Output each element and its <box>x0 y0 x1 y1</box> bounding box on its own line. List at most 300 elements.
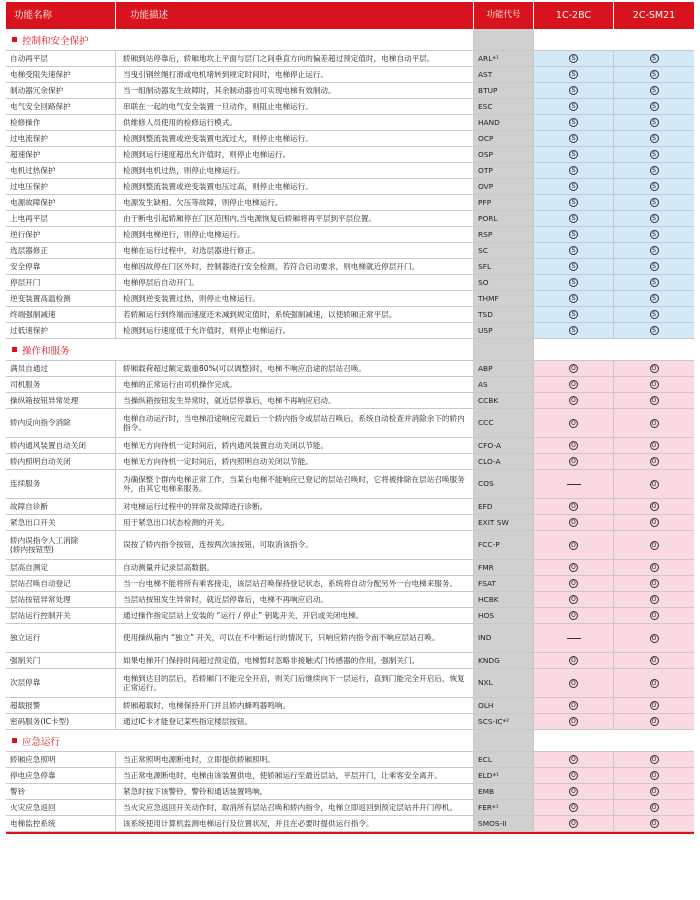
standard-mark: S <box>650 246 659 255</box>
section-col-spacer <box>534 730 694 751</box>
feature-name: 上电再平层 <box>6 211 116 227</box>
table-row <box>6 409 694 438</box>
feature-code: ARL*¹ <box>474 51 534 67</box>
table-header <box>6 2 694 29</box>
optional-mark: O <box>569 396 578 405</box>
feature-name: 逆行保护 <box>6 227 116 243</box>
model-1c-2bc-cell <box>534 323 614 339</box>
feature-description: 该系统使用计算机监测电梯运行及位置状况，并且在必要时提供运行指令。 <box>116 816 474 832</box>
standard-mark: S <box>650 134 659 143</box>
feature-name: 连续服务 <box>6 470 116 499</box>
feature-code: OLH <box>474 698 534 714</box>
feature-description: 检测到运行速度低于允许值时，则停止电梯运行。 <box>116 323 474 339</box>
feature-code: SCS-IC*² <box>474 714 534 730</box>
model-1c-2bc-cell <box>534 768 614 784</box>
feature-description: 电梯到达目的层后，若轿厢门不能完全开启，则关门后继续向下一层运行，直到门能完全开启后，恢复正常运行。 <box>116 669 474 698</box>
standard-mark: S <box>650 150 659 159</box>
feature-code: BTUP <box>474 83 534 99</box>
model-1c-2bc-cell <box>534 211 614 227</box>
model-2c-sm21-cell <box>614 576 694 592</box>
feature-code: HCBK <box>474 592 534 608</box>
optional-mark: O <box>569 502 578 511</box>
table-row <box>6 361 694 377</box>
table-row <box>6 438 694 454</box>
feature-description: 由于断电引起轿厢停在门区范围内,当电源恢复后轿厢将再平层到平层位置。 <box>116 211 474 227</box>
standard-mark: S <box>569 182 578 191</box>
model-1c-2bc-cell <box>534 377 614 393</box>
feature-name: 密码服务(IC卡型) <box>6 714 116 730</box>
optional-mark: O <box>569 541 578 550</box>
feature-code: FSAT <box>474 576 534 592</box>
section-code-spacer <box>474 730 534 751</box>
model-2c-sm21-cell <box>614 560 694 576</box>
section-col-spacer <box>534 339 694 360</box>
standard-mark: S <box>650 262 659 271</box>
feature-description: 当曳引钢丝绳打滑或电机堵转到规定时间时，电梯停止运行。 <box>116 67 474 83</box>
feature-code: PFP <box>474 195 534 211</box>
header-name: 功能名称 <box>6 2 116 29</box>
feature-code: EFD <box>474 499 534 515</box>
feature-description: 电梯因故停在门区外时，控制器进行安全检测，若符合启动要求，则电梯就近停层开门。 <box>116 259 474 275</box>
optional-mark: O <box>650 771 659 780</box>
feature-code: ABP <box>474 361 534 377</box>
standard-mark: S <box>569 70 578 79</box>
model-1c-2bc-cell <box>534 454 614 470</box>
not-available-dash <box>567 484 581 485</box>
model-2c-sm21-cell <box>614 393 694 409</box>
square-bullet-icon <box>12 347 17 352</box>
feature-code: OVP <box>474 179 534 195</box>
header-2c-sm21: 2C-SM21 <box>614 2 694 29</box>
feature-code: IND <box>474 624 534 653</box>
optional-mark: O <box>650 579 659 588</box>
feature-code: AS <box>474 377 534 393</box>
feature-description: 串联在一起的电气安全装置一旦动作，则阻止电梯运行。 <box>116 99 474 115</box>
table-body <box>6 29 694 832</box>
feature-description: 轿厢超载时，电梯保持开门并且轿内蜂鸣器鸣响。 <box>116 698 474 714</box>
table-row <box>6 211 694 227</box>
header-code: 功能代号 <box>474 2 534 29</box>
model-2c-sm21-cell <box>614 195 694 211</box>
standard-mark: S <box>650 118 659 127</box>
table-row <box>6 163 694 179</box>
feature-name: 操纵箱按钮异常处理 <box>6 393 116 409</box>
table-row <box>6 515 694 531</box>
model-2c-sm21-cell <box>614 291 694 307</box>
model-2c-sm21-cell <box>614 179 694 195</box>
feature-code: FMR <box>474 560 534 576</box>
table-row <box>6 560 694 576</box>
table-row <box>6 653 694 669</box>
feature-name: 电梯监控系统 <box>6 816 116 832</box>
feature-name: 自动再平层 <box>6 51 116 67</box>
feature-description: 为确保整个群内电梯正常工作，当某台电梯不能响应已登记的层站召唤时，它将被排除在层站召唤服务外，由其它电梯来服务。 <box>116 470 474 499</box>
model-1c-2bc-cell <box>534 243 614 259</box>
model-2c-sm21-cell <box>614 115 694 131</box>
feature-name: 停电应急停靠 <box>6 768 116 784</box>
model-1c-2bc-cell <box>534 195 614 211</box>
model-2c-sm21-cell <box>614 409 694 438</box>
optional-mark: O <box>650 419 659 428</box>
standard-mark: S <box>650 86 659 95</box>
section-title-text: 操作和服务 <box>22 345 70 357</box>
feature-name: 层站按钮异常处理 <box>6 592 116 608</box>
feature-description: 电梯无方向待机一定时间后，轿内照明自动关闭以节能。 <box>116 454 474 470</box>
feature-code: THMF <box>474 291 534 307</box>
standard-mark: S <box>569 262 578 271</box>
feature-code: OTP <box>474 163 534 179</box>
model-2c-sm21-cell <box>614 361 694 377</box>
feature-name: 停层开门 <box>6 275 116 291</box>
table-row <box>6 393 694 409</box>
model-1c-2bc-cell <box>534 83 614 99</box>
feature-code: OSP <box>474 147 534 163</box>
feature-code: PORL <box>474 211 534 227</box>
feature-description: 误按了轿内指令按钮，连按两次该按钮，可取消该指令。 <box>116 531 474 560</box>
model-2c-sm21-cell <box>614 768 694 784</box>
table-row <box>6 576 694 592</box>
optional-mark: O <box>650 364 659 373</box>
model-1c-2bc-cell <box>534 179 614 195</box>
model-1c-2bc-cell <box>534 51 614 67</box>
model-2c-sm21-cell <box>614 816 694 832</box>
model-2c-sm21-cell <box>614 515 694 531</box>
feature-code: SO <box>474 275 534 291</box>
section-col-spacer <box>534 29 694 50</box>
feature-name: 电气安全回路保护 <box>6 99 116 115</box>
feature-description: 当正常电源断电时，电梯由该装置供电，使轿厢运行至最近层站，平层开门，让乘客安全离开。 <box>116 768 474 784</box>
model-1c-2bc-cell <box>534 784 614 800</box>
optional-mark: O <box>650 701 659 710</box>
square-bullet-icon <box>12 37 17 42</box>
section-header <box>6 29 694 51</box>
square-bullet-icon <box>12 738 17 743</box>
header-1c-2bc: 1C-2BC <box>534 2 614 29</box>
section-header <box>6 730 694 752</box>
feature-code: CFO-A <box>474 438 534 454</box>
feature-description: 当火灾应急返回开关动作时，取消所有层站召唤和轿内指令，电梯立即返回到预定层站并开门停机。 <box>116 800 474 816</box>
model-2c-sm21-cell <box>614 454 694 470</box>
feature-name: 制动器冗余保护 <box>6 83 116 99</box>
optional-mark: O <box>650 457 659 466</box>
optional-mark: O <box>569 380 578 389</box>
optional-mark: O <box>569 803 578 812</box>
optional-mark: O <box>650 480 659 489</box>
standard-mark: S <box>650 70 659 79</box>
model-2c-sm21-cell <box>614 531 694 560</box>
section-code-spacer <box>474 339 534 360</box>
standard-mark: S <box>569 294 578 303</box>
table-row <box>6 131 694 147</box>
model-2c-sm21-cell <box>614 669 694 698</box>
standard-mark: S <box>650 278 659 287</box>
table-row <box>6 608 694 624</box>
feature-name: 次层停靠 <box>6 669 116 698</box>
model-2c-sm21-cell <box>614 608 694 624</box>
model-2c-sm21-cell <box>614 211 694 227</box>
feature-name: 火灾应急返回 <box>6 800 116 816</box>
feature-code: ELD*¹ <box>474 768 534 784</box>
feature-name: 警铃 <box>6 784 116 800</box>
feature-description: 当正常照明电源断电时，立即提供轿厢照明。 <box>116 752 474 768</box>
feature-code: CLO-A <box>474 454 534 470</box>
model-1c-2bc-cell <box>534 131 614 147</box>
optional-mark: O <box>569 819 578 828</box>
bottom-rule <box>6 832 694 834</box>
table-row <box>6 624 694 653</box>
model-1c-2bc-cell <box>534 624 614 653</box>
model-2c-sm21-cell <box>614 592 694 608</box>
table-row <box>6 307 694 323</box>
table-row <box>6 800 694 816</box>
feature-table <box>6 2 694 834</box>
feature-code: KNDG <box>474 653 534 669</box>
feature-name: 故障自诊断 <box>6 499 116 515</box>
model-2c-sm21-cell <box>614 800 694 816</box>
model-1c-2bc-cell <box>534 307 614 323</box>
table-row <box>6 243 694 259</box>
feature-description: 如果电梯开门保持时间超过预定值，电梯暂时忽略非接触式门传感器的作用，强制关门。 <box>116 653 474 669</box>
table-row <box>6 714 694 730</box>
standard-mark: S <box>569 198 578 207</box>
feature-code: ESC <box>474 99 534 115</box>
table-row <box>6 698 694 714</box>
model-2c-sm21-cell <box>614 163 694 179</box>
feature-name: 独立运行 <box>6 624 116 653</box>
feature-code: ECL <box>474 752 534 768</box>
model-2c-sm21-cell <box>614 653 694 669</box>
optional-mark: O <box>569 595 578 604</box>
model-1c-2bc-cell <box>534 291 614 307</box>
optional-mark: O <box>569 457 578 466</box>
feature-description: 电源发生缺相、欠压等故障，则停止电梯运行。 <box>116 195 474 211</box>
model-2c-sm21-cell <box>614 259 694 275</box>
table-row <box>6 752 694 768</box>
feature-name: 层站召唤自动登记 <box>6 576 116 592</box>
feature-description: 若轿厢运行到终端而速度还未减到规定值时，系统强制减速，以使轿厢正常平层。 <box>116 307 474 323</box>
optional-mark: O <box>569 611 578 620</box>
feature-description: 供维修人员使用的检修运行模式。 <box>116 115 474 131</box>
table-row <box>6 470 694 499</box>
feature-description: 使用操纵箱内 “独立” 开关，可以在不中断运行的情况下，只响应轿内指令而不响应层站召唤。 <box>116 624 474 653</box>
feature-description: 电梯的正常运行由司机操作完成。 <box>116 377 474 393</box>
model-1c-2bc-cell <box>534 393 614 409</box>
optional-mark: O <box>650 396 659 405</box>
model-1c-2bc-cell <box>534 470 614 499</box>
optional-mark: O <box>650 563 659 572</box>
feature-code: HOS <box>474 608 534 624</box>
table-row <box>6 768 694 784</box>
model-2c-sm21-cell <box>614 752 694 768</box>
standard-mark: S <box>569 310 578 319</box>
model-2c-sm21-cell <box>614 51 694 67</box>
section-code-spacer <box>474 29 534 50</box>
model-2c-sm21-cell <box>614 714 694 730</box>
section-title <box>6 339 474 360</box>
standard-mark: S <box>569 150 578 159</box>
model-1c-2bc-cell <box>534 499 614 515</box>
table-row <box>6 67 694 83</box>
section-title <box>6 730 474 751</box>
table-row <box>6 291 694 307</box>
feature-description: 检测到整流装置或逆变装置电流过大，则停止电梯运行。 <box>116 131 474 147</box>
feature-description: 检测到电机过热，则停止电梯运行。 <box>116 163 474 179</box>
model-1c-2bc-cell <box>534 653 614 669</box>
feature-description: 紧急时按下该警铃，警铃和通话装置鸣响。 <box>116 784 474 800</box>
optional-mark: O <box>569 755 578 764</box>
model-1c-2bc-cell <box>534 669 614 698</box>
feature-code: CCC <box>474 409 534 438</box>
model-1c-2bc-cell <box>534 800 614 816</box>
feature-description: 当操纵箱按钮发生异常时，就近层停靠后，电梯不再响应启动。 <box>116 393 474 409</box>
model-1c-2bc-cell <box>534 515 614 531</box>
standard-mark: S <box>650 294 659 303</box>
standard-mark: S <box>569 326 578 335</box>
model-2c-sm21-cell <box>614 323 694 339</box>
model-1c-2bc-cell <box>534 99 614 115</box>
feature-description: 当一组制动器发生故障时，其余制动器也可实现电梯有效制动。 <box>116 83 474 99</box>
feature-description: 检测到电梯逆行，则停止电梯运行。 <box>116 227 474 243</box>
optional-mark: O <box>650 679 659 688</box>
model-1c-2bc-cell <box>534 576 614 592</box>
model-2c-sm21-cell <box>614 499 694 515</box>
table-row <box>6 499 694 515</box>
model-1c-2bc-cell <box>534 438 614 454</box>
optional-mark: O <box>650 819 659 828</box>
feature-code: SFL <box>474 259 534 275</box>
feature-name: 电梯受阻失速保护 <box>6 67 116 83</box>
optional-mark: O <box>569 518 578 527</box>
optional-mark: O <box>569 364 578 373</box>
feature-name: 检修操作 <box>6 115 116 131</box>
feature-name: 电机过热保护 <box>6 163 116 179</box>
feature-code: OCP <box>474 131 534 147</box>
optional-mark: O <box>569 656 578 665</box>
model-1c-2bc-cell <box>534 560 614 576</box>
optional-mark: O <box>569 679 578 688</box>
model-2c-sm21-cell <box>614 131 694 147</box>
optional-mark: O <box>650 611 659 620</box>
model-2c-sm21-cell <box>614 377 694 393</box>
model-2c-sm21-cell <box>614 438 694 454</box>
standard-mark: S <box>650 54 659 63</box>
standard-mark: S <box>650 198 659 207</box>
table-row <box>6 99 694 115</box>
feature-name: 过电压保护 <box>6 179 116 195</box>
optional-mark: O <box>650 787 659 796</box>
feature-description: 轿厢到站停靠后，轿厢地坎上平面与层门之间垂直方向的偏差超过预定值时，电梯自动平层。 <box>116 51 474 67</box>
feature-description: 电梯自动运行时，当电梯沿途响应完最后一个轿内指令或层站召唤后，系统自动检查并消除余下的轿内指令。 <box>116 409 474 438</box>
feature-name: 轿内反向指令消除 <box>6 409 116 438</box>
feature-name: 轿厢应急照明 <box>6 752 116 768</box>
standard-mark: S <box>569 102 578 111</box>
feature-code: NXL <box>474 669 534 698</box>
model-1c-2bc-cell <box>534 67 614 83</box>
model-2c-sm21-cell <box>614 470 694 499</box>
standard-mark: S <box>650 214 659 223</box>
feature-code: USP <box>474 323 534 339</box>
optional-mark: O <box>569 701 578 710</box>
standard-mark: S <box>650 182 659 191</box>
model-1c-2bc-cell <box>534 531 614 560</box>
table-row <box>6 592 694 608</box>
feature-code: CCBK <box>474 393 534 409</box>
feature-description: 通过IC卡才能登记某些指定楼层按钮。 <box>116 714 474 730</box>
section-title <box>6 29 474 50</box>
model-1c-2bc-cell <box>534 409 614 438</box>
standard-mark: S <box>569 230 578 239</box>
optional-mark: O <box>650 518 659 527</box>
table-row <box>6 816 694 832</box>
model-1c-2bc-cell <box>534 163 614 179</box>
standard-mark: S <box>650 310 659 319</box>
standard-mark: S <box>650 166 659 175</box>
feature-description: 当一台电梯不能将所有乘客接走，该层站召唤保持登记状态，系统将自动分配另外一台电梯来服务。 <box>116 576 474 592</box>
feature-description: 当层站按钮发生异常时，就近层停靠后，电梯不再响应启动。 <box>116 592 474 608</box>
standard-mark: S <box>569 134 578 143</box>
table-row <box>6 784 694 800</box>
feature-description: 检测到逆变装置过热，则停止电梯运行。 <box>116 291 474 307</box>
model-2c-sm21-cell <box>614 624 694 653</box>
table-row <box>6 275 694 291</box>
optional-mark: O <box>650 502 659 511</box>
optional-mark: O <box>569 771 578 780</box>
optional-mark: O <box>650 656 659 665</box>
model-2c-sm21-cell <box>614 784 694 800</box>
standard-mark: S <box>569 214 578 223</box>
not-available-dash <box>567 638 581 639</box>
standard-mark: S <box>569 246 578 255</box>
model-2c-sm21-cell <box>614 275 694 291</box>
feature-name: 层站运行控制开关 <box>6 608 116 624</box>
feature-description: 电梯在运行过程中，对选层器进行修正。 <box>116 243 474 259</box>
model-1c-2bc-cell <box>534 608 614 624</box>
standard-mark: S <box>650 230 659 239</box>
optional-mark: O <box>650 441 659 450</box>
table-row <box>6 115 694 131</box>
model-1c-2bc-cell <box>534 816 614 832</box>
header-desc: 功能描述 <box>116 2 474 29</box>
feature-name: 超载报警 <box>6 698 116 714</box>
optional-mark: O <box>569 419 578 428</box>
table-row <box>6 377 694 393</box>
section-title-text: 控制和安全保护 <box>22 35 89 47</box>
table-row <box>6 195 694 211</box>
model-1c-2bc-cell <box>534 698 614 714</box>
feature-name: 电源故障保护 <box>6 195 116 211</box>
model-1c-2bc-cell <box>534 147 614 163</box>
feature-code: RSP <box>474 227 534 243</box>
optional-mark: O <box>650 595 659 604</box>
model-2c-sm21-cell <box>614 99 694 115</box>
optional-mark: O <box>650 541 659 550</box>
optional-mark: O <box>569 787 578 796</box>
feature-code: TSD <box>474 307 534 323</box>
feature-name: 司机服务 <box>6 377 116 393</box>
feature-name: 满员自通过 <box>6 361 116 377</box>
section-title-text: 应急运行 <box>22 736 61 748</box>
model-1c-2bc-cell <box>534 259 614 275</box>
optional-mark: O <box>650 717 659 726</box>
model-2c-sm21-cell <box>614 67 694 83</box>
feature-name: 轿内照明自动关闭 <box>6 454 116 470</box>
feature-name: 过低速保护 <box>6 323 116 339</box>
standard-mark: S <box>569 86 578 95</box>
model-1c-2bc-cell <box>534 227 614 243</box>
table-row <box>6 179 694 195</box>
standard-mark: S <box>569 118 578 127</box>
feature-name: 紧急出口开关 <box>6 515 116 531</box>
